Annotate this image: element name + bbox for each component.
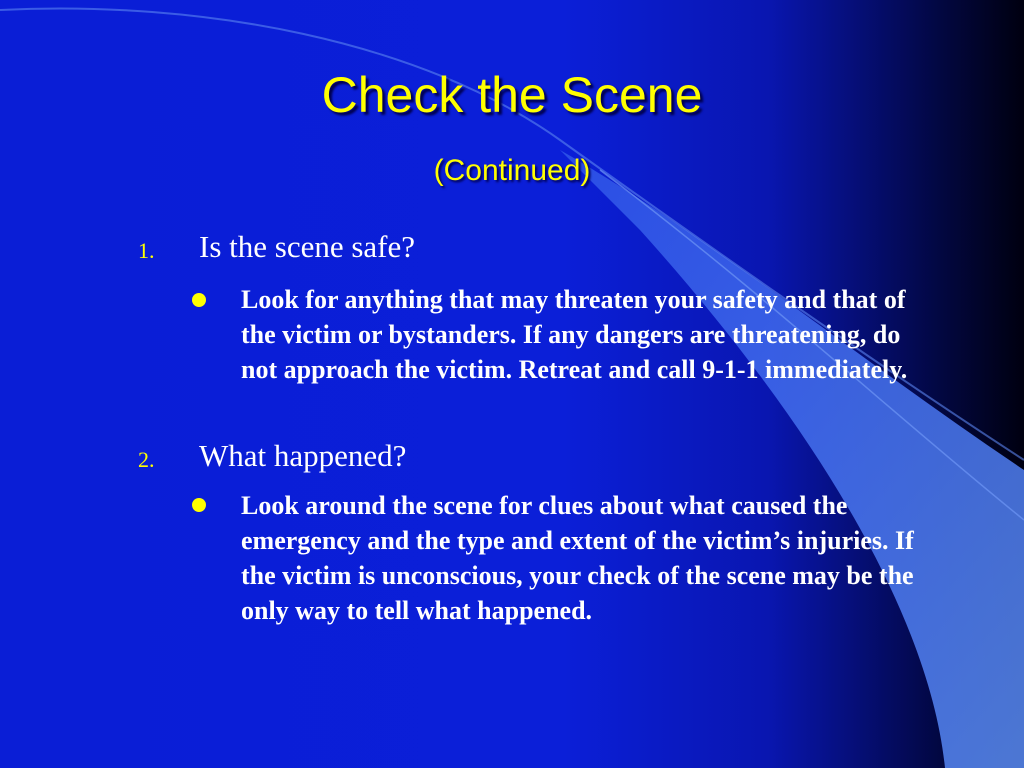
slide-subtitle: (Continued) [433, 154, 591, 187]
item-bullet-text: Look for anything that may threaten your safety and that of the victim or bystanders. If any dangers are threatening, do not approach the victim. Retreat and call 9-1-1 immediately. [241, 285, 908, 384]
item-number: 2. [138, 447, 155, 472]
bullet-icon [192, 498, 206, 512]
item-number: 1. [138, 238, 155, 263]
item-heading: Is the scene safe? [199, 229, 416, 264]
item-bullet-text: Look around the scene for clues about what caused the emergency and the type and extent of the victim’s injuries. If the victim is unconscious, your check of the scene may be the only way to tell what happened. [241, 491, 914, 625]
bullet-icon [192, 293, 206, 307]
slide-title: Check the Scene [321, 67, 703, 123]
item-heading: What happened? [199, 438, 407, 473]
